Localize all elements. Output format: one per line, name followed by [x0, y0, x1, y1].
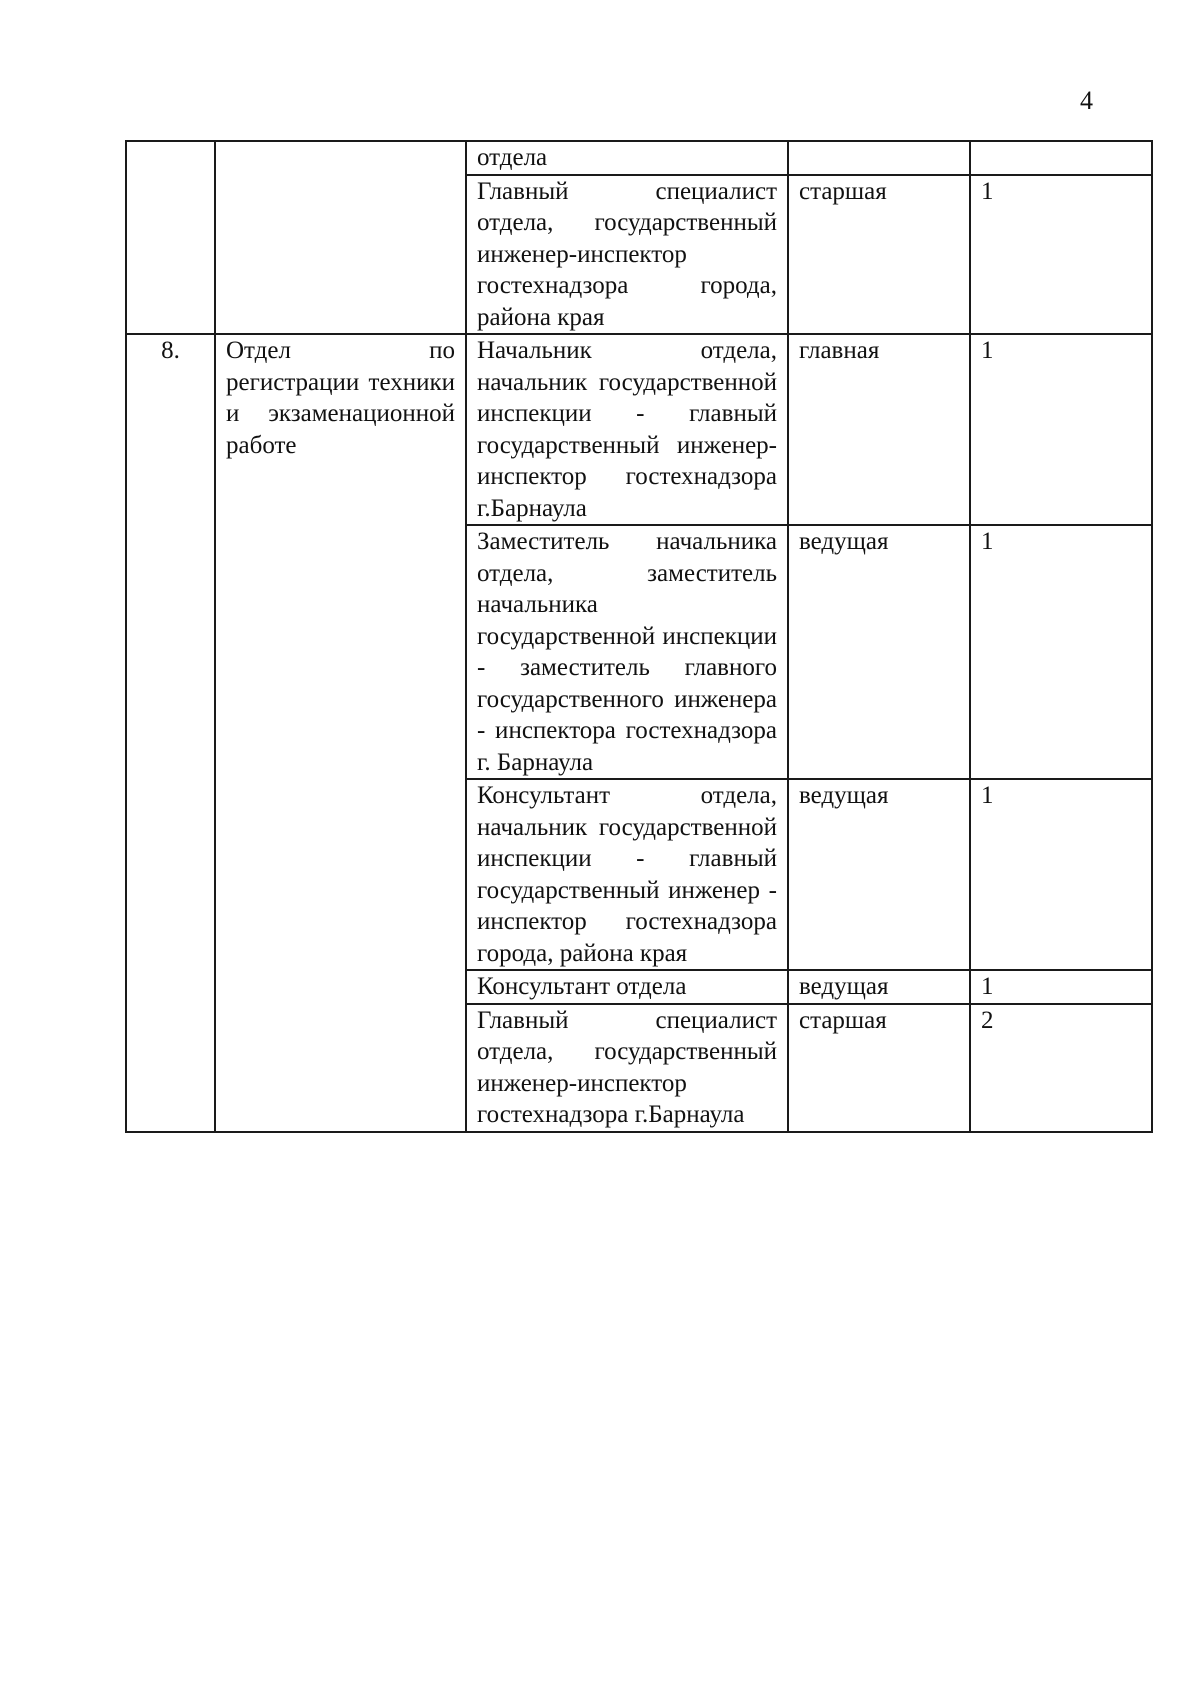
position-group: старшая — [799, 177, 887, 205]
position-count: 1 — [981, 528, 994, 555]
position-count: 1 — [981, 973, 994, 1000]
group-cell — [788, 334, 970, 525]
count-cell — [970, 779, 1152, 970]
position-group: ведущая — [799, 973, 889, 1000]
group-cell — [788, 779, 970, 970]
group-cell — [788, 175, 970, 335]
position-group: главная — [799, 337, 880, 364]
department-cell — [215, 141, 466, 334]
table-row — [126, 334, 1152, 525]
position-cell — [466, 525, 788, 779]
count-cell — [970, 1004, 1152, 1132]
position-count: 1 — [981, 337, 994, 364]
position-title: отдела — [477, 144, 548, 171]
row-number-cell — [126, 141, 215, 334]
department-cell — [215, 334, 466, 1132]
count-cell — [970, 970, 1152, 1004]
page-number: 4 — [1080, 86, 1093, 115]
position-cell — [466, 779, 788, 970]
position-group: ведущая — [799, 782, 889, 809]
group-cell — [788, 970, 970, 1004]
count-cell — [970, 175, 1152, 335]
position-title: Главный специалист отдела, государственный инженер-инспектор гостехнадзора г.Барнаула — [477, 1006, 777, 1128]
position-title: Главный специалист отдела, государственный инженер-инспектор гостехнадзора города, района края — [477, 177, 777, 331]
position-title: Консультант отдела, начальник государственной инспекции - главный государственный инженер - инспектор гостехнадзора города, района края — [477, 782, 777, 967]
group-cell — [788, 1004, 970, 1132]
group-cell — [788, 141, 970, 175]
position-count: 1 — [981, 177, 994, 205]
group-cell — [788, 525, 970, 779]
position-title: Консультант отдела — [477, 973, 687, 1000]
row-number: 8. — [161, 337, 180, 364]
position-count: 2 — [981, 1006, 994, 1034]
position-group: старшая — [799, 1006, 887, 1034]
position-cell — [466, 334, 788, 525]
count-cell — [970, 334, 1152, 525]
position-cell — [466, 141, 788, 175]
count-cell — [970, 525, 1152, 779]
position-cell — [466, 175, 788, 335]
department-name: Отдел по регистрации техники и экзаменационной работе — [226, 337, 455, 459]
staff-positions-table — [125, 140, 1153, 1133]
table-row — [126, 141, 1152, 175]
position-cell — [466, 970, 788, 1004]
position-cell — [466, 1004, 788, 1132]
count-cell — [970, 141, 1152, 175]
position-title: Заместитель начальника отдела, заместитель начальника государственной инспекции - заместитель главного государственного инженера - инспектора гостехнадзора г. Барнаула — [477, 528, 777, 776]
row-number-cell — [126, 334, 215, 1132]
position-title: Начальник отдела, начальник государственной инспекции - главный государственный инженер-инспектор гостехнадзора г.Барнаула — [477, 337, 777, 522]
position-group: ведущая — [799, 528, 889, 555]
position-count: 1 — [981, 782, 994, 809]
